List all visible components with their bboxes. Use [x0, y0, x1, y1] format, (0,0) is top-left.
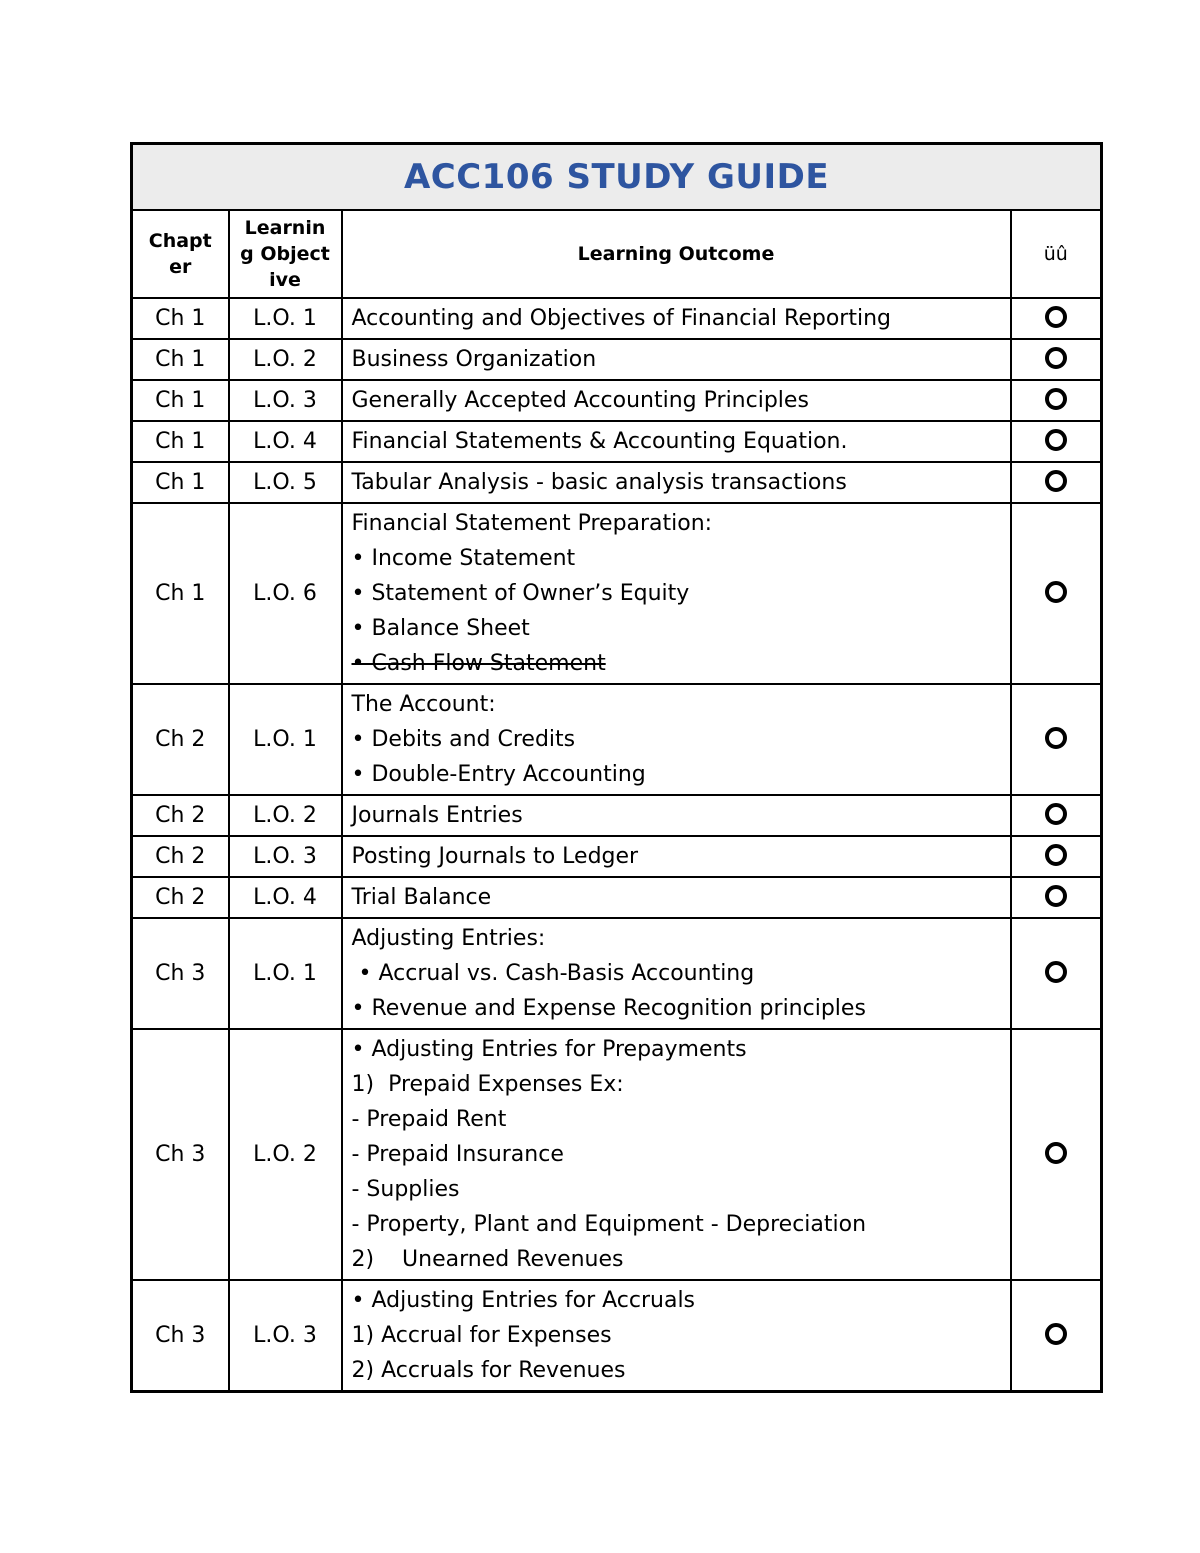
chapter-cell: Ch 2 [132, 684, 229, 795]
circle-checkbox-icon[interactable] [1045, 306, 1067, 328]
objective-cell: L.O. 2 [229, 1029, 342, 1280]
checkbox-cell[interactable] [1011, 918, 1102, 1029]
table-row [132, 684, 1102, 795]
table-row [132, 339, 1102, 380]
circle-checkbox-icon[interactable] [1045, 470, 1067, 492]
header-learning-objective [229, 210, 342, 298]
outcome-cell [342, 462, 1011, 503]
circle-checkbox-icon[interactable] [1045, 885, 1067, 907]
checkbox-cell[interactable] [1011, 339, 1102, 380]
objective-cell: L.O. 6 [229, 503, 342, 684]
header-check: üû [1011, 210, 1102, 298]
circle-checkbox-icon[interactable] [1045, 844, 1067, 866]
circle-checkbox-icon[interactable] [1045, 1142, 1067, 1164]
outcome-line: Financial Statement Preparation: [351, 511, 713, 536]
objective-cell: L.O. 2 [229, 795, 342, 836]
outcome-line: • Debits and Credits [351, 727, 576, 752]
checkbox-cell[interactable] [1011, 298, 1102, 339]
title-row [132, 144, 1102, 211]
outcome-line: Financial Statements & Accounting Equation. [351, 429, 848, 454]
circle-checkbox-icon[interactable] [1045, 388, 1067, 410]
outcome-line: • Adjusting Entries for Accruals [351, 1288, 696, 1313]
outcome-cell [342, 795, 1011, 836]
outcome-line: Accounting and Objectives of Financial Reporting [351, 306, 891, 331]
outcome-line: 1) Accrual for Expenses [351, 1323, 612, 1348]
table-row [132, 795, 1102, 836]
header-learning-outcome: Learning Outcome [342, 210, 1011, 298]
outcome-line: - Supplies [351, 1177, 460, 1202]
table-row [132, 421, 1102, 462]
table-row [132, 462, 1102, 503]
objective-cell: L.O. 1 [229, 684, 342, 795]
outcome-line: - Prepaid Rent [351, 1107, 507, 1132]
checkbox-cell[interactable] [1011, 684, 1102, 795]
objective-cell: L.O. 2 [229, 339, 342, 380]
table-body [132, 298, 1102, 1392]
header-row [132, 210, 1102, 298]
outcome-line: The Account: [351, 692, 496, 717]
table-row [132, 380, 1102, 421]
objective-cell: L.O. 3 [229, 380, 342, 421]
outcome-cell [342, 339, 1011, 380]
chapter-cell: Ch 2 [132, 795, 229, 836]
circle-checkbox-icon[interactable] [1045, 961, 1067, 983]
outcome-line: 2) Unearned Revenues [351, 1247, 624, 1272]
chapter-cell: Ch 1 [132, 421, 229, 462]
chapter-cell: Ch 2 [132, 836, 229, 877]
outcome-line: • Balance Sheet [351, 616, 530, 641]
checkbox-cell[interactable] [1011, 836, 1102, 877]
table-row [132, 918, 1102, 1029]
outcome-line: • Accrual vs. Cash-Basis Accounting [351, 961, 755, 986]
outcome-line: 2) Accruals for Revenues [351, 1358, 626, 1383]
table-row [132, 503, 1102, 684]
outcome-line: Business Organization [351, 347, 597, 372]
outcome-cell [342, 836, 1011, 877]
table-row [132, 1029, 1102, 1280]
outcome-line: • Adjusting Entries for Prepayments [351, 1037, 747, 1062]
checkbox-cell[interactable] [1011, 380, 1102, 421]
page-title: ACC106 STUDY GUIDE [132, 144, 1102, 211]
outcome-cell [342, 421, 1011, 462]
outcome-cell [342, 503, 1011, 684]
table-row [132, 298, 1102, 339]
circle-checkbox-icon[interactable] [1045, 727, 1067, 749]
study-guide-table [130, 142, 1103, 1393]
outcome-cell [342, 380, 1011, 421]
outcome-cell [342, 684, 1011, 795]
outcome-line: Posting Journals to Ledger [351, 844, 639, 869]
circle-checkbox-icon[interactable] [1045, 581, 1067, 603]
objective-cell: L.O. 3 [229, 836, 342, 877]
checkbox-cell[interactable] [1011, 462, 1102, 503]
checkbox-cell[interactable] [1011, 1029, 1102, 1280]
chapter-cell: Ch 1 [132, 380, 229, 421]
checkbox-cell[interactable] [1011, 503, 1102, 684]
header-chapter [132, 210, 229, 298]
chapter-cell: Ch 3 [132, 1280, 229, 1392]
objective-cell: L.O. 4 [229, 877, 342, 918]
objective-cell: L.O. 4 [229, 421, 342, 462]
outcome-cell [342, 918, 1011, 1029]
outcome-line: Tabular Analysis - basic analysis transactions [351, 470, 847, 495]
checkbox-cell[interactable] [1011, 795, 1102, 836]
table-row [132, 836, 1102, 877]
outcome-line: • Cash Flow Statement [351, 651, 606, 676]
outcome-line: • Revenue and Expense Recognition principles [351, 996, 866, 1021]
chapter-cell: Ch 1 [132, 298, 229, 339]
checkbox-cell[interactable] [1011, 877, 1102, 918]
circle-checkbox-icon[interactable] [1045, 429, 1067, 451]
circle-checkbox-icon[interactable] [1045, 347, 1067, 369]
circle-checkbox-icon[interactable] [1045, 1323, 1067, 1345]
chapter-cell: Ch 1 [132, 339, 229, 380]
outcome-cell [342, 1280, 1011, 1392]
header-chapter-label: Chapter [148, 230, 212, 278]
outcome-line: Trial Balance [351, 885, 492, 910]
checkbox-cell[interactable] [1011, 421, 1102, 462]
circle-checkbox-icon[interactable] [1045, 803, 1067, 825]
outcome-line: - Prepaid Insurance [351, 1142, 564, 1167]
outcome-line: • Statement of Owner’s Equity [351, 581, 690, 606]
checkbox-cell[interactable] [1011, 1280, 1102, 1392]
outcome-line: 1) Prepaid Expenses Ex: [351, 1072, 624, 1097]
header-learning-objective-label: Learning Objective [240, 217, 330, 291]
outcome-line: • Double-Entry Accounting [351, 762, 646, 787]
outcome-cell [342, 298, 1011, 339]
chapter-cell: Ch 1 [132, 462, 229, 503]
chapter-cell: Ch 3 [132, 1029, 229, 1280]
objective-cell: L.O. 1 [229, 298, 342, 339]
outcome-line: Adjusting Entries: [351, 926, 546, 951]
outcome-line: Generally Accepted Accounting Principles [351, 388, 809, 413]
objective-cell: L.O. 5 [229, 462, 342, 503]
outcome-cell [342, 1029, 1011, 1280]
table-row [132, 1280, 1102, 1392]
chapter-cell: Ch 1 [132, 503, 229, 684]
chapter-cell: Ch 3 [132, 918, 229, 1029]
objective-cell: L.O. 1 [229, 918, 342, 1029]
objective-cell: L.O. 3 [229, 1280, 342, 1392]
table-row [132, 877, 1102, 918]
chapter-cell: Ch 2 [132, 877, 229, 918]
outcome-line: Journals Entries [351, 803, 523, 828]
outcome-cell [342, 877, 1011, 918]
outcome-line: • Income Statement [351, 546, 576, 571]
outcome-line: - Property, Plant and Equipment - Depreciation [351, 1212, 867, 1237]
